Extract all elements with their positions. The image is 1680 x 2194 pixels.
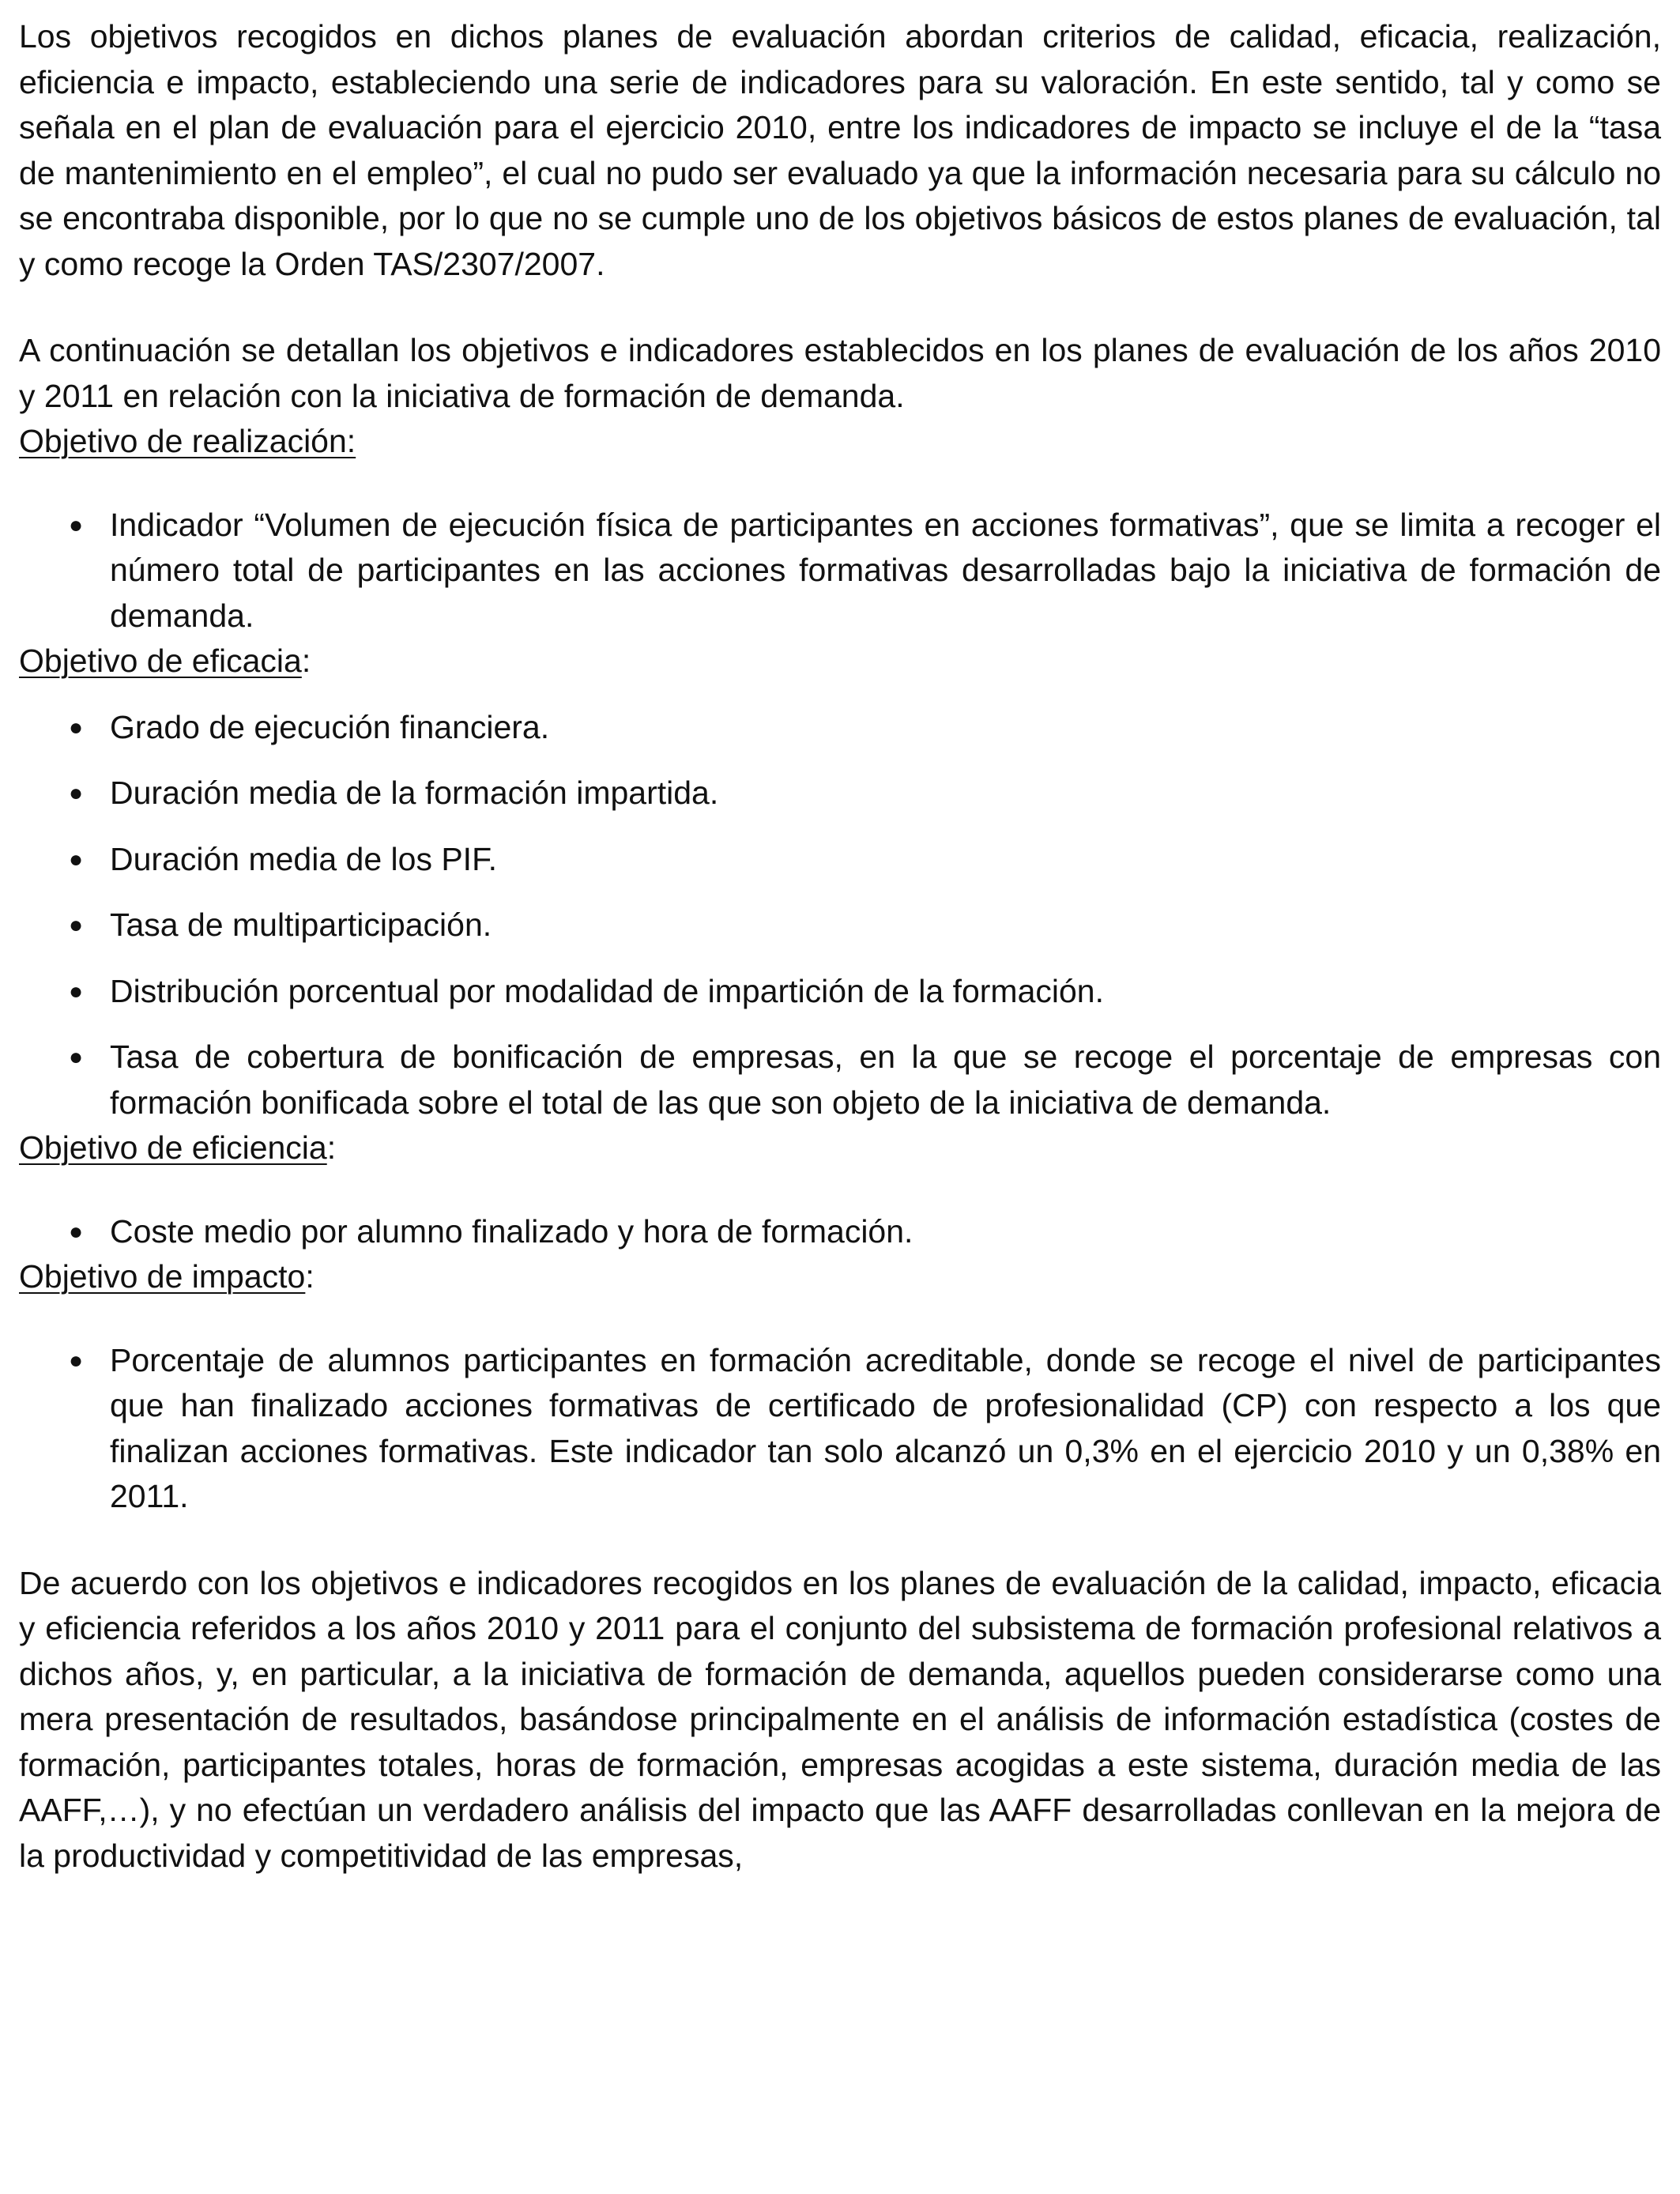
bullet-icon: ● bbox=[69, 978, 84, 1005]
heading-objetivo-eficacia bbox=[19, 639, 1661, 684]
list-item-text: Tasa de multiparticipación. bbox=[110, 907, 492, 943]
heading-eficacia-text: Objetivo de eficacia bbox=[19, 643, 302, 679]
bullet-icon: ● bbox=[69, 1218, 84, 1245]
list-item bbox=[19, 705, 1661, 751]
list-item bbox=[19, 771, 1661, 816]
heading-realizacion-text: Objetivo de realización: bbox=[19, 423, 356, 459]
list-item-text: Indicador “Volumen de ejecución física de participantes en acciones formativas”, que se limita a recoger el número total de participantes en las acciones formativas desarrolladas bajo la iniciativa de formación de demanda. bbox=[110, 506, 1661, 634]
list-eficacia bbox=[19, 705, 1661, 1126]
bullet-icon: ● bbox=[69, 714, 84, 741]
list-item bbox=[19, 1338, 1661, 1520]
list-item-text: Tasa de cobertura de bonificación de empresas, en la que se recoge el porcentaje de empresas con formación bonificada sobre el total de las que son objeto de la iniciativa de demanda. bbox=[110, 1039, 1661, 1121]
document-page bbox=[19, 14, 1661, 1879]
list-item bbox=[19, 903, 1661, 948]
list-item-text: Porcentaje de alumnos participantes en formación acreditable, donde se recoge el nivel de participantes que han finalizado acciones formativas de certificado de profesionalidad (CP) con respecto a los que finalizan acciones formativas. Este indicador tan solo alcanzó un 0,3% en el ejercicio 2010 y un 0,38% en 2011. bbox=[110, 1341, 1661, 1514]
bullet-icon: ● bbox=[69, 780, 84, 806]
list-item-text: Grado de ejecución financiera. bbox=[110, 708, 550, 745]
list-item bbox=[19, 1035, 1661, 1125]
heading-eficiencia-text: Objetivo de eficiencia bbox=[19, 1129, 327, 1166]
bullet-icon: ● bbox=[69, 1347, 84, 1374]
bullet-icon: ● bbox=[69, 1044, 84, 1070]
heading-impacto-text: Objetivo de impacto bbox=[19, 1258, 306, 1295]
paragraph-conclusion: De acuerdo con los objetivos e indicadores recogidos en los planes de evaluación de la calidad, impacto, eficacia y eficiencia referidos a los años 2010 y 2011 para el conjunto del subsistema de formación profesional relativos a dichos años, y, en particular, a la iniciativa de formación de demanda, aquellos pueden considerarse como una mera presentación de resultados, basándose principalmente en el análisis de información estadística (costes de formación, participantes totales, horas de formación, empresas acogidas a este sistema, duración media de las AAFF,…), y no efectúan un verdadero análisis del impacto que las AAFF desarrolladas conllevan en la mejora de la productividad y competitividad de las empresas, bbox=[19, 1564, 1661, 1874]
list-item bbox=[19, 837, 1661, 883]
list-impacto bbox=[19, 1338, 1661, 1520]
list-item-text: Distribución porcentual por modalidad de impartición de la formación. bbox=[110, 972, 1104, 1009]
paragraph-objetivos-planes: Los objetivos recogidos en dichos planes de evaluación abordan criterios de calidad, eficacia, realización, eficiencia e impacto, estableciendo una serie de indicadores para su valoración. En este sentido, tal y como se señala en el plan de evaluación para el ejercicio 2010, entre los indicadores de impacto se incluye el de la “tasa de mantenimiento en el empleo”, el cual no pudo ser evaluado ya que la información necesaria para su cálculo no se encontraba disponible, por lo que no se cumple uno de los objetivos básicos de estos planes de evaluación, tal y como recoge la Orden TAS/2307/2007. bbox=[19, 18, 1661, 282]
heading-objetivo-impacto bbox=[19, 1254, 1661, 1300]
list-eficiencia bbox=[19, 1209, 1661, 1255]
list-item-text: Duración media de los PIF. bbox=[110, 840, 497, 877]
list-item bbox=[19, 503, 1661, 639]
list-item-text: Coste medio por alumno finalizado y hora de formación. bbox=[110, 1212, 913, 1250]
list-item bbox=[19, 1209, 1661, 1255]
bullet-icon: ● bbox=[69, 511, 84, 538]
list-item bbox=[19, 969, 1661, 1015]
heading-eficiencia-suffix: : bbox=[326, 1129, 337, 1166]
list-realizacion bbox=[19, 503, 1661, 639]
bullet-icon: ● bbox=[69, 846, 84, 873]
heading-objetivo-eficiencia bbox=[19, 1125, 1661, 1171]
bullet-icon: ● bbox=[69, 912, 84, 938]
heading-impacto-suffix: : bbox=[305, 1258, 315, 1295]
heading-eficacia-suffix: : bbox=[301, 643, 311, 679]
paragraph-continuacion: A continuación se detallan los objetivos e indicadores establecidos en los planes de evaluación de los años 2010 y 2011 en relación con la iniciativa de formación de demanda. bbox=[19, 332, 1661, 414]
list-item-text: Duración media de la formación impartida. bbox=[110, 775, 719, 811]
heading-objetivo-realizacion bbox=[19, 419, 1661, 465]
